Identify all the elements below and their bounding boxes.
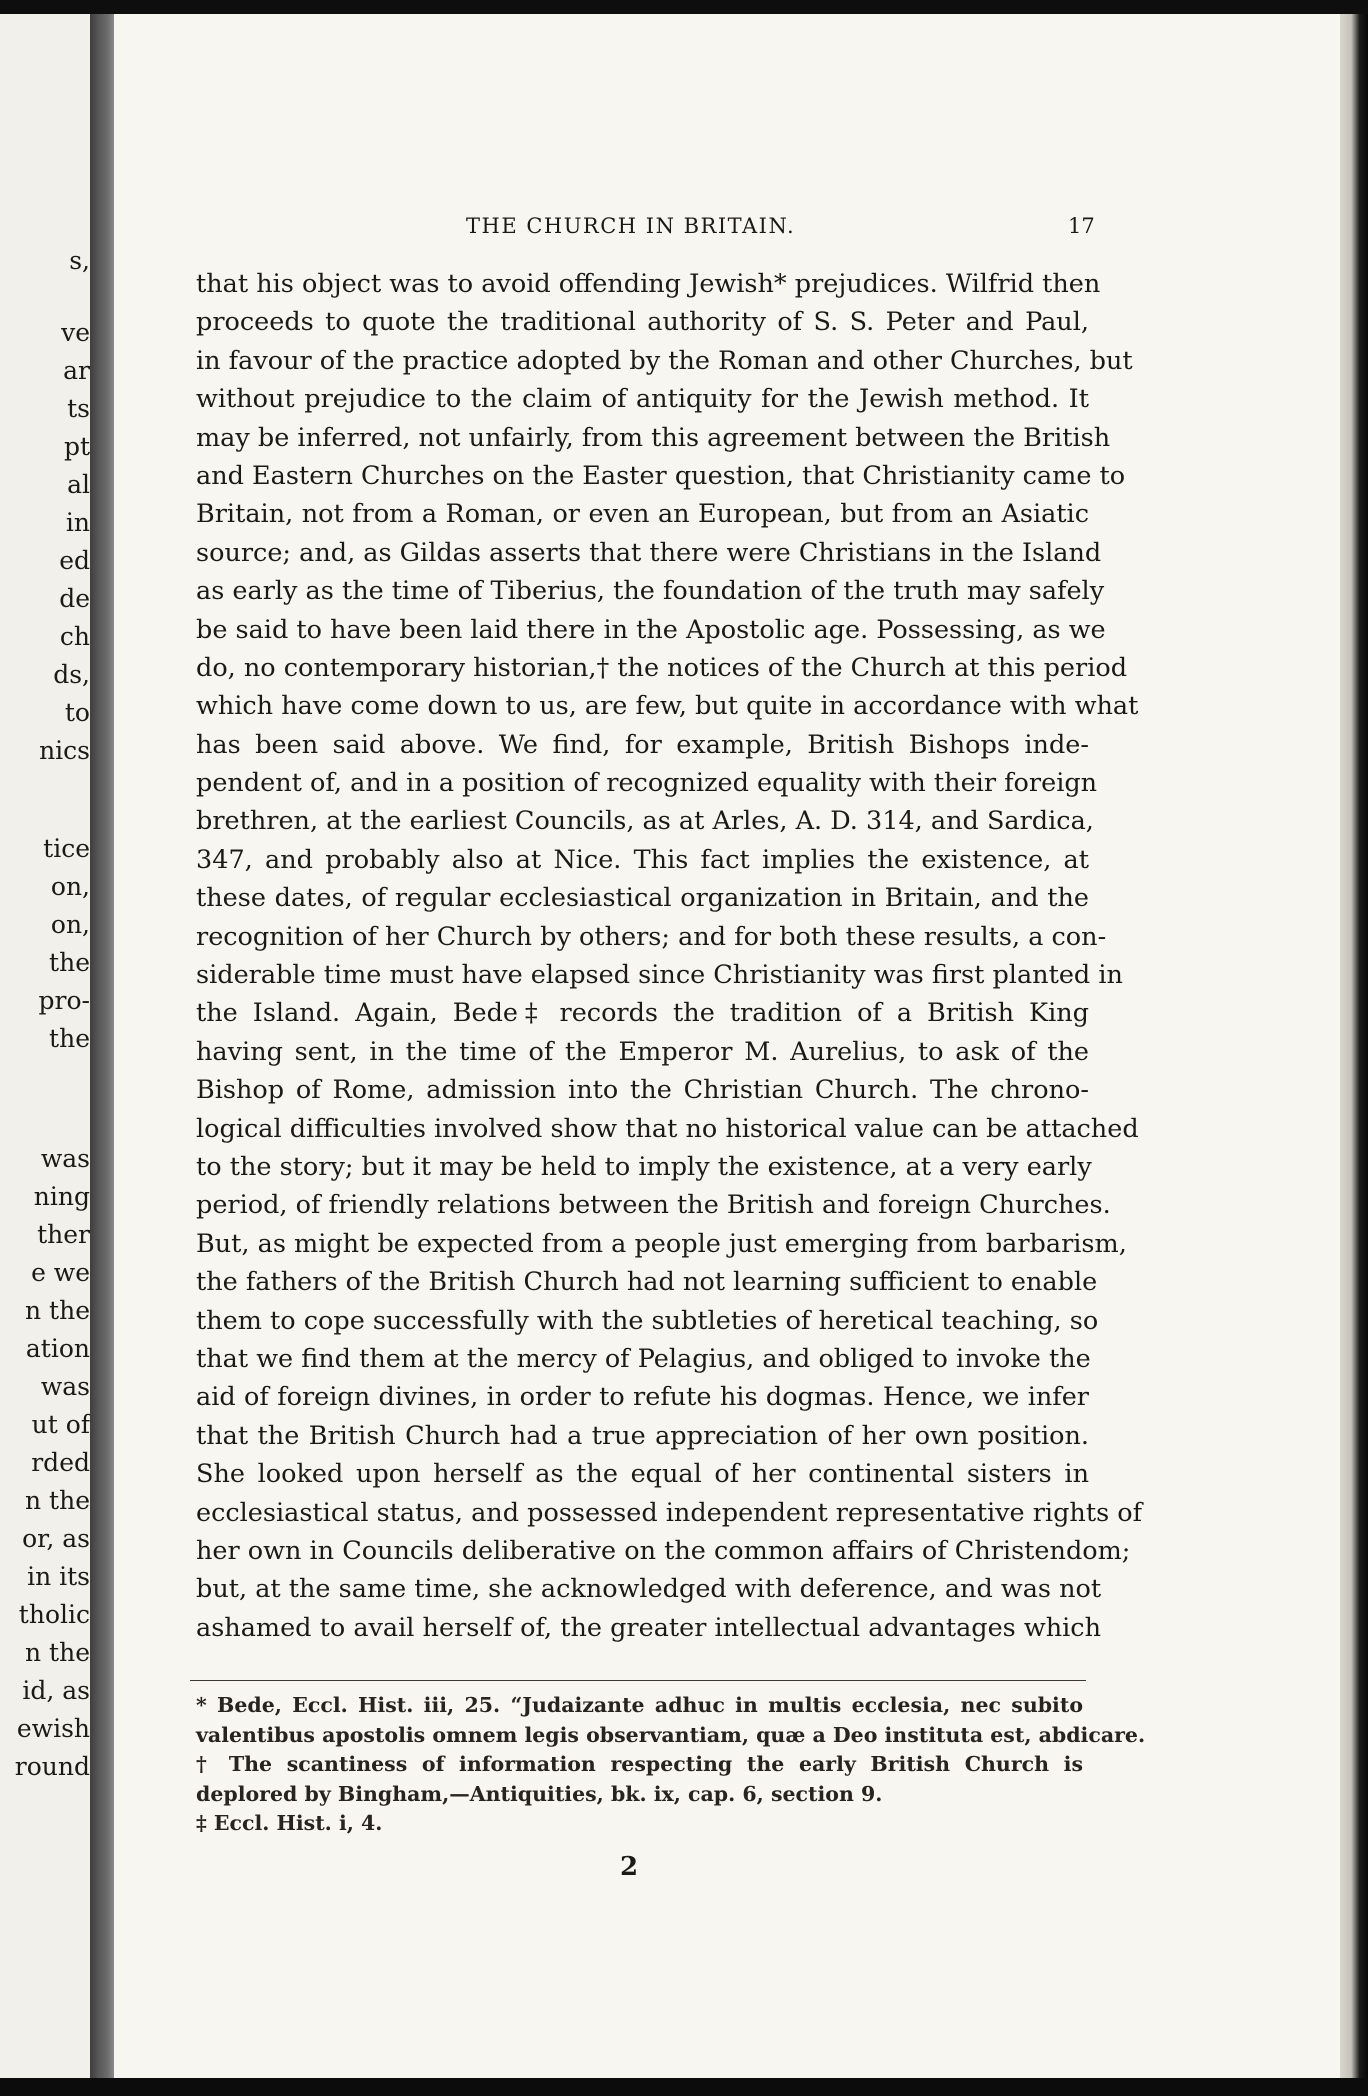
text-line: that his object was to avoid offending Jewish* prejudices. Wilfrid then <box>196 269 1101 299</box>
footnote-line: deplored by Bingham,—Antiquities, bk. ix, cap. 6, section 9. <box>196 1781 883 1806</box>
facing-page-fragment: nics <box>39 736 90 765</box>
facing-page-fragment: ar <box>63 356 90 385</box>
text-line: that the British Church had a true appreciation of her own position. <box>196 1420 1089 1451</box>
text-line: that we find them at the mercy of Pelagius, and obliged to invoke the <box>196 1343 1091 1374</box>
text-line: recognition of her Church by others; and for both these results, a con- <box>196 921 1107 952</box>
facing-page-fragment: s, <box>69 246 90 275</box>
text-line: source; and, as Gildas asserts that there were Christians in the Island <box>196 537 1102 568</box>
text-line: without prejudice to the claim of antiquity for the Jewish method. It <box>196 384 1089 415</box>
facing-page-fragment: n the <box>25 1296 90 1325</box>
text-line: ecclesiastical status, and possessed independent representative rights of <box>196 1497 1143 1528</box>
facing-page-fragment: in <box>65 508 90 537</box>
text-line: the Island. Again, Bede‡ records the tradition of a British King <box>196 998 1089 1029</box>
text-line: But, as might be expected from a people just emerging from barbarism, <box>196 1228 1127 1259</box>
text-line: in favour of the practice adopted by the Roman and other Churches, but <box>196 345 1133 376</box>
facing-page-fragment: tholic <box>18 1600 90 1629</box>
facing-page-fragment: to <box>64 698 90 727</box>
text-line: proceeds to quote the traditional authority of S. S. Peter and Paul, <box>196 307 1089 338</box>
facing-page-fragment: e we <box>31 1258 90 1287</box>
text-line: She looked upon herself as the equal of her continental sisters in <box>196 1459 1089 1490</box>
signature-mark: 2 <box>620 1852 639 1882</box>
text-line: siderable time must have elapsed since Christianity was first planted in <box>196 960 1123 991</box>
facing-page-fragment: the <box>49 948 90 977</box>
facing-page-fragment: n the <box>25 1638 90 1667</box>
facing-page-fragment: pt <box>63 432 90 461</box>
text-line: Britain, not from a Roman, or even an European, but from an Asiatic <box>196 499 1089 530</box>
facing-page-edge <box>0 14 90 2078</box>
facing-page-fragment: was <box>40 1372 90 1401</box>
facing-page-fragment: de <box>59 584 90 613</box>
scan-border-right <box>1340 14 1368 2078</box>
facing-page-fragment: round <box>14 1752 90 1781</box>
facing-page-fragment: in its <box>27 1562 90 1591</box>
running-head: THE CHURCH IN BRITAIN. <box>466 214 796 238</box>
facing-page-fragment: or, as <box>22 1524 90 1553</box>
facing-page-fragment: pro- <box>38 986 90 1015</box>
footnote-line: † The scantiness of information respecting the early British Church is <box>196 1752 1083 1776</box>
text-line: logical difficulties involved show that no historical value can be attached <box>196 1113 1139 1144</box>
facing-page-fragment: the <box>49 1024 90 1053</box>
facing-page-fragment: ts <box>67 394 90 423</box>
facing-page-fragment: ch <box>59 622 90 651</box>
facing-page-fragment: ning <box>33 1182 90 1211</box>
facing-page-fragment: n the <box>25 1486 90 1515</box>
text-line: pendent of, and in a position of recognized equality with their foreign <box>196 768 1098 799</box>
text-line: having sent, in the time of the Emperor M. Aurelius, to ask of the <box>196 1036 1089 1067</box>
facing-page-fragment: was <box>40 1144 90 1173</box>
text-line: may be inferred, not unfairly, from this agreement between the British <box>196 422 1111 453</box>
text-line: as early as the time of Tiberius, the foundation of the truth may safely <box>196 576 1105 607</box>
scan-border-top <box>0 0 1368 14</box>
facing-page-fragment: id, as <box>22 1676 90 1705</box>
text-line: to the story; but it may be held to imply the existence, at a very early <box>196 1151 1092 1182</box>
facing-page-fragment: tice <box>43 834 90 863</box>
body-text <box>196 265 1143 1647</box>
text-line: Bishop of Rome, admission into the Christian Church. The chrono- <box>196 1075 1089 1106</box>
text-line: which have come down to us, are few, but quite in accordance with what <box>196 691 1139 722</box>
page-number: 17 <box>1068 214 1095 238</box>
text-line: ashamed to avail herself of, the greater intellectual advantages which <box>196 1612 1101 1643</box>
text-line: be said to have been laid there in the Apostolic age. Possessing, as we <box>196 614 1106 645</box>
text-line: and Eastern Churches on the Easter question, that Christianity came to <box>196 460 1126 491</box>
text-line: period, of friendly relations between the British and foreign Churches. <box>196 1190 1111 1221</box>
text-line: her own in Councils deliberative on the common affairs of Christendom; <box>196 1535 1131 1566</box>
text-line: them to cope successfully with the subtleties of heretical teaching, so <box>196 1305 1099 1336</box>
facing-page-fragment: rded <box>31 1448 90 1477</box>
facing-page-fragment: ed <box>59 546 90 575</box>
footnote-line: ‡ Eccl. Hist. i, 4. <box>196 1811 383 1835</box>
facing-page-fragment: ds, <box>53 660 90 689</box>
footnotes <box>196 1691 1146 1839</box>
text-line: but, at the same time, she acknowledged with deference, and was not <box>196 1574 1102 1605</box>
facing-page-fragment: al <box>67 470 90 499</box>
facing-page-fragment: ewish <box>16 1714 90 1743</box>
text-line: do, no contemporary historian,† the notices of the Church at this period <box>196 652 1128 683</box>
footnote-line: * Bede, Eccl. Hist. iii, 25. “Judaizante adhuc in multis ecclesia, nec subito <box>196 1693 1083 1717</box>
text-line: 347, and probably also at Nice. This fact implies the existence, at <box>196 844 1089 875</box>
text-line: the fathers of the British Church had not learning sufficient to enable <box>196 1267 1098 1298</box>
facing-page-fragment: ther <box>37 1220 90 1249</box>
text-line: brethren, at the earliest Councils, as at Arles, A. D. 314, and Sardica, <box>196 806 1094 837</box>
facing-page-fragment: ut of <box>31 1410 90 1439</box>
facing-page-fragment: ation <box>25 1334 90 1363</box>
scan-border-bottom <box>0 2078 1368 2096</box>
facing-page-fragment: on, <box>50 872 90 901</box>
text-line: has been said above. We find, for example, British Bishops inde- <box>196 729 1089 760</box>
book-gutter <box>90 14 114 2078</box>
footnote-rule <box>190 1680 1086 1681</box>
facing-page-fragment: on, <box>50 910 90 939</box>
text-line: aid of foreign divines, in order to refute his dogmas. Hence, we infer <box>196 1382 1089 1413</box>
text-line: these dates, of regular ecclesiastical organization in Britain, and the <box>196 883 1089 914</box>
footnote-line: valentibus apostolis omnem legis observantiam, quæ a Deo instituta est, abdicare. <box>196 1722 1146 1747</box>
facing-page-fragment: ve <box>61 318 90 347</box>
